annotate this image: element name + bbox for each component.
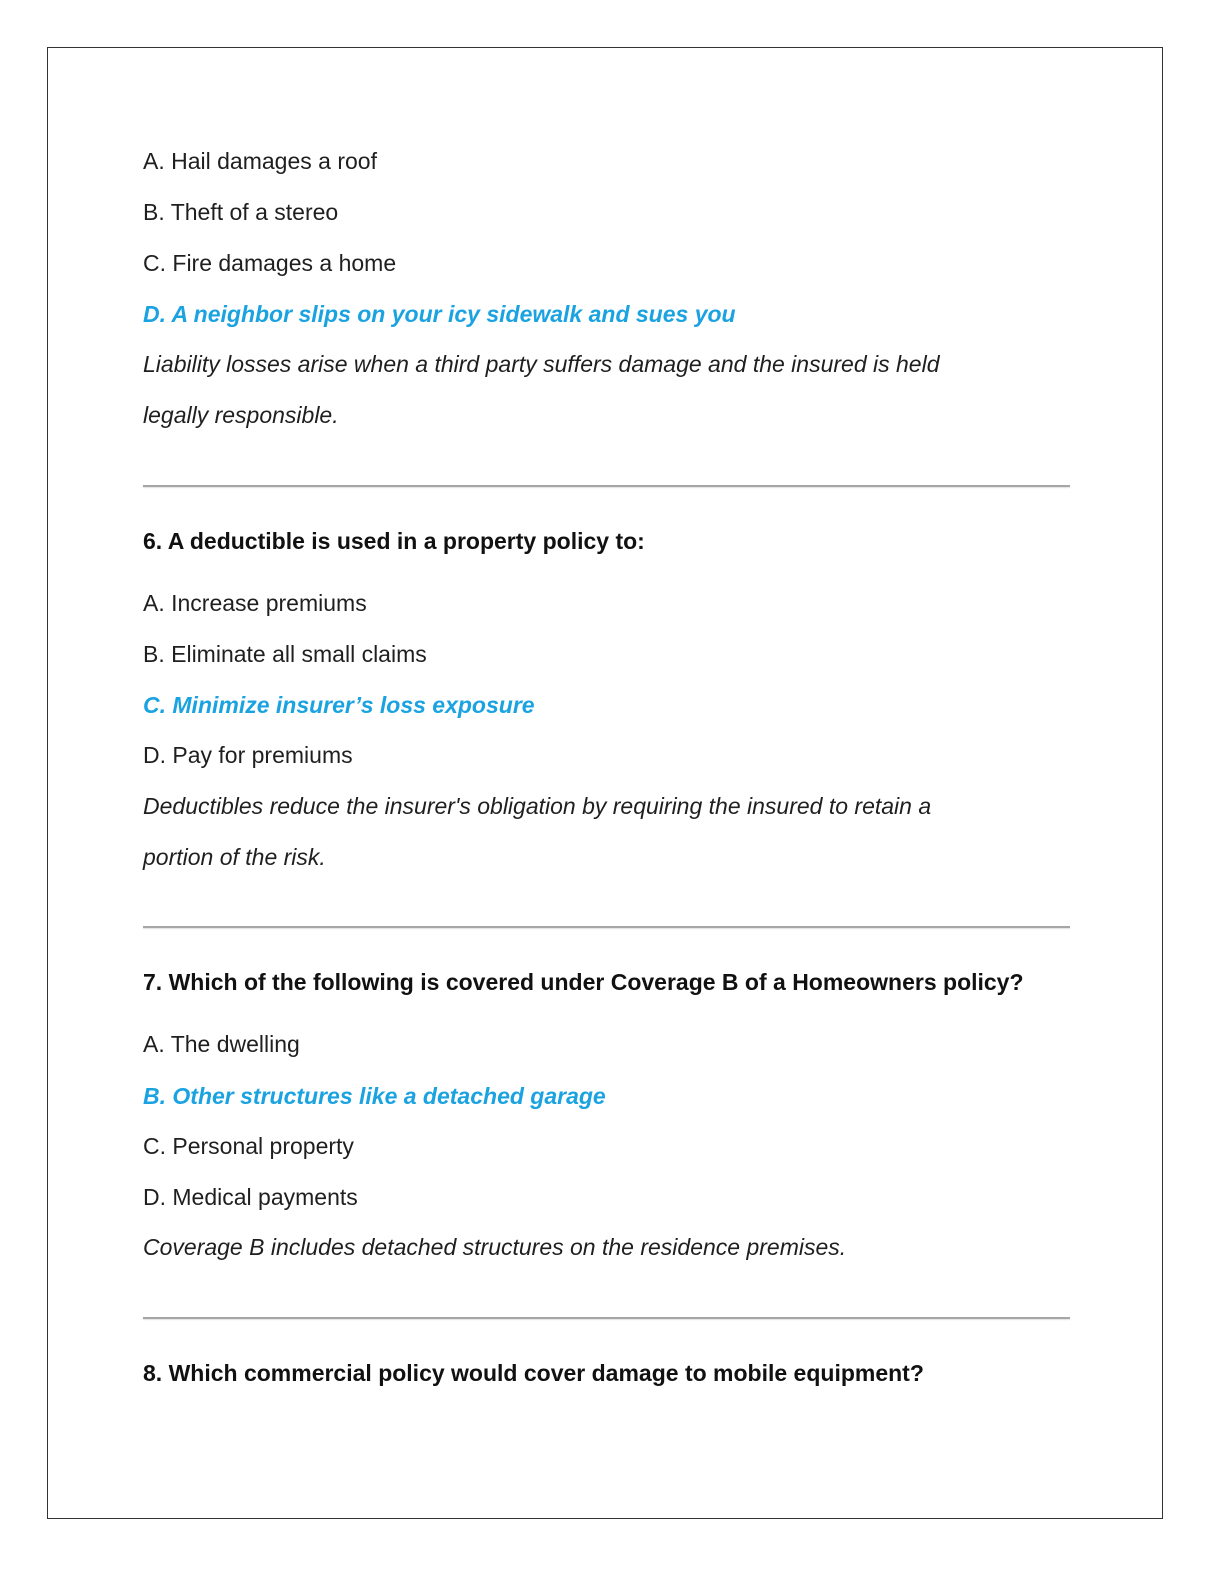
q5-option-a: A. Hail damages a roof — [143, 148, 377, 174]
section-divider — [143, 1317, 1070, 1319]
section-divider — [143, 926, 1070, 928]
q6-correct-answer: C. Minimize insurer’s loss exposure — [143, 692, 535, 718]
q6-option-d: D. Pay for premiums — [143, 742, 353, 768]
q7-option-a: A. The dwelling — [143, 1031, 300, 1057]
q7-question: 7. Which of the following is covered under Coverage B of a Homeowners policy? — [143, 969, 1024, 995]
q7-correct-answer: B. Other structures like a detached garage — [143, 1083, 606, 1109]
q5-option-c: C. Fire damages a home — [143, 250, 397, 276]
q7-option-c: C. Personal property — [143, 1133, 354, 1159]
section-divider — [143, 485, 1070, 487]
q7-explanation: Coverage B includes detached structures on the residence premises. — [143, 1234, 847, 1260]
q6-explanation-line-2: portion of the risk. — [143, 844, 326, 870]
q6-option-b: B. Eliminate all small claims — [143, 641, 427, 667]
q5-option-b: B. Theft of a stereo — [143, 199, 339, 225]
q6-option-a: A. Increase premiums — [143, 590, 367, 616]
q7-option-d: D. Medical payments — [143, 1184, 358, 1210]
q5-correct-answer: D. A neighbor slips on your icy sidewalk and sues you — [143, 301, 736, 327]
q5-explanation-line-2: legally responsible. — [143, 402, 339, 428]
q6-question: 6. A deductible is used in a property policy to: — [143, 528, 645, 554]
q5-explanation-line-1: Liability losses arise when a third party suffers damage and the insured is held — [143, 351, 940, 377]
q8-question: 8. Which commercial policy would cover damage to mobile equipment? — [143, 1360, 924, 1386]
q6-explanation-line-1: Deductibles reduce the insurer's obligation by requiring the insured to retain a — [143, 793, 932, 819]
